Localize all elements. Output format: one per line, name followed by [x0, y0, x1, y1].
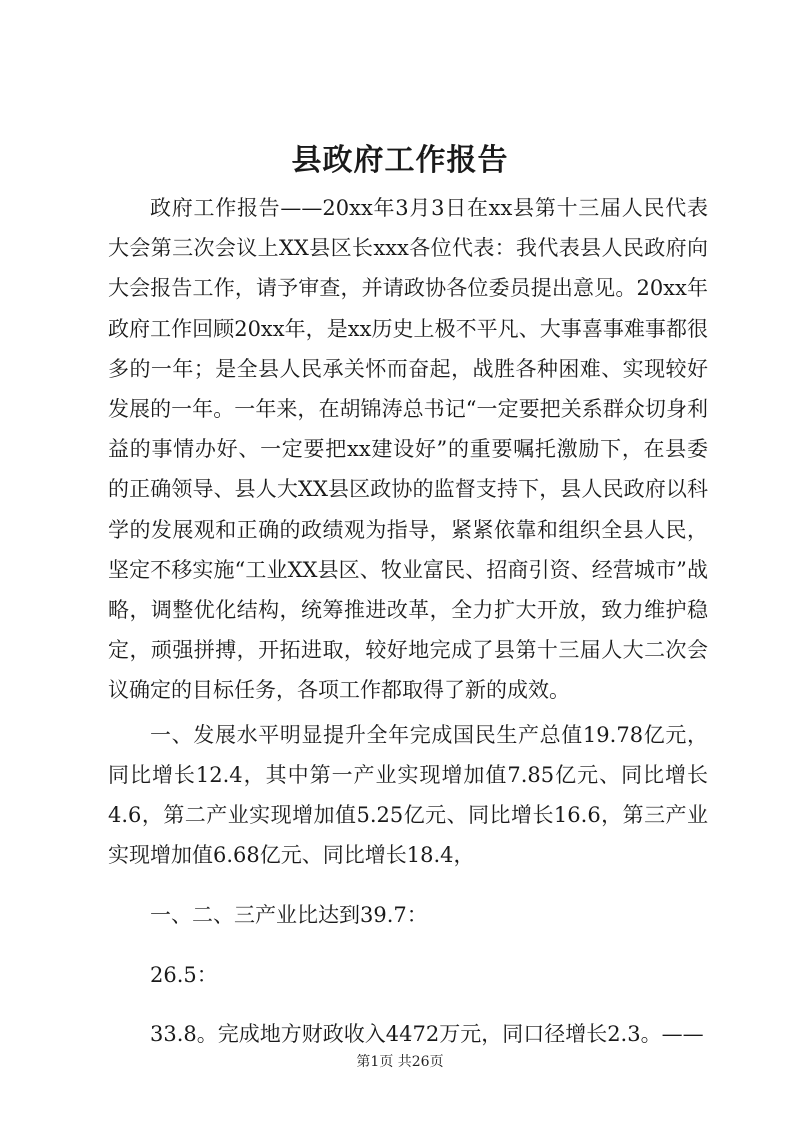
paragraph-ratio-second: 26.5：: [150, 962, 218, 987]
paragraph-industry-ratio: 一、二、三产业比达到39.7：: [150, 903, 428, 928]
document-title: 县政府工作报告: [291, 143, 509, 178]
paragraph-ratio-third: 33.8。完成地方财政收入4472万元，同口径增长2.3。——: [150, 1021, 704, 1046]
paragraph-intro: 政府工作报告——20xx年3月3日在xx县第十三届人民代表大会第三次会议上XX县区长xxx各位代表：我代表县人民政府向大会报告工作，请予审查，并请政协各位委员提出意见。20xx年政府工作回顾20xx年，是xx历史上极不平凡、大事喜事难事都很多的一年；是全县人民承关怀而奋起，战胜各种困难、实现较好发展的一年。一年来，在胡锦涛总书记“一定要把关系群众切身利益的事情办好、一定要把xx建设好”的重要嘱托激励下，在县委的正确领导、县人大XX县区政协的监督支持下，县人民政府以科学的发展观和正确的政绩观为指导，紧紧依靠和组织全县人民，坚定不移实施“工业XX县区、牧业富民、招商引资、经营城市”战略，调整优化结构，统筹推进改革，全力扩大开放，致力维护稳定，顽强拼搏，开拓进取，较好地完成了县第十三届人大二次会议确定的目标任务，各项工作都取得了新的成效。: [108, 196, 708, 703]
page-number-footer: 第1页 共26页: [356, 1054, 444, 1070]
paragraph-development: 一、发展水平明显提升全年完成国民生产总值19.78亿元，同比增长12.4，其中第一产业实现增加值7.85亿元、同比增长4.6，第二产业实现增加值5.25亿元、同比增长16.6，第三产业实现增加值6.68亿元、同比增长18.4，: [108, 722, 708, 868]
document-body: [108, 188, 708, 1054]
